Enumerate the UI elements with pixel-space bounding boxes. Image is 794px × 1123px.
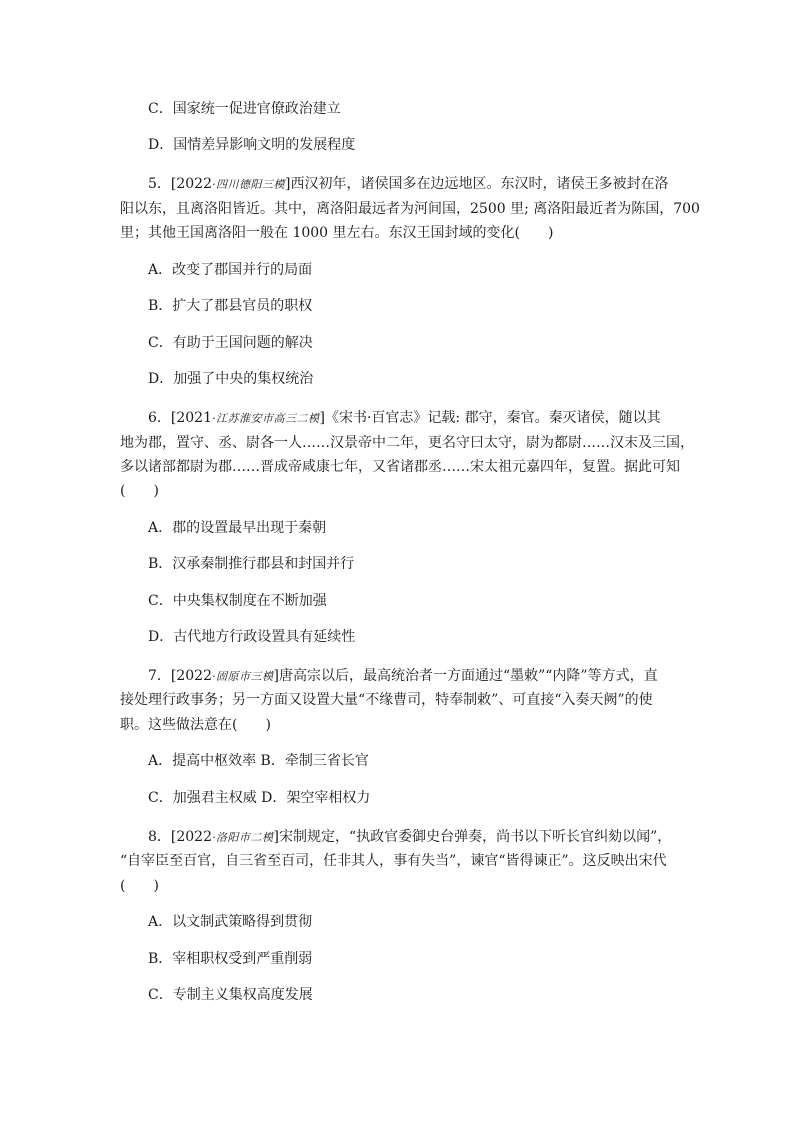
q6-stem-text: ]《宋书·百官志》记载: 郡守，秦官。秦灭诸侯，随以其	[319, 410, 661, 426]
q5-option-b: B．扩大了郡县官员的职权	[148, 298, 313, 314]
q6-number: 6．[2021	[148, 410, 212, 426]
q5-stem-line1	[120, 174, 674, 195]
q7-options-cd: C．加强君主权威 D．架空宰相权力	[148, 790, 371, 806]
q4-option-d: D．国情差异影响文明的发展程度	[148, 137, 356, 153]
q8-stem-line1	[120, 827, 674, 848]
q8-stem-text: ]宋制规定，“执政官委御史台弹奏，尚书以下听长官纠劾以闻”，	[273, 829, 672, 845]
q6-option-c: C．中央集权制度在不断加强	[148, 593, 327, 609]
q6-option-a: A．郡的设置最早出现于秦朝	[148, 520, 327, 536]
q8-option-c: C．专制主义集权高度发展	[148, 987, 313, 1003]
q6-stem-line2: 地为郡，置守、丞、尉各一人……汉景帝中二年，更名守曰太守，尉为都尉……汉末及三国，	[120, 435, 694, 451]
q5-source: ·四川德阳三模	[212, 178, 285, 191]
q6-stem-line3: 多以诸部都尉为郡……晋成帝咸康七年，又省诸郡丞……宋太祖元嘉四年，复置。据此可知	[120, 459, 680, 475]
q8-number: 8．[2022	[148, 829, 212, 845]
q7-options-ab: A．提高中枢效率 B．牵制三省长官	[148, 753, 369, 769]
q7-source: ·固原市三模	[212, 670, 274, 683]
q7-stem-line2: 接处理行政事务；另一方面又设置大量“不缘曹司，特奉制敕”、可直接“入奏天阙”的使	[120, 692, 653, 708]
q6-option-d: D．古代地方行政设置具有延续性	[148, 629, 356, 645]
q5-stem-line2: 阳以东，且离洛阳皆近。其中，离洛阳最远者为河间国，2500 里; 离洛阳最近者为陈国，700	[120, 201, 700, 217]
q8-source: ·洛阳市二模	[212, 831, 274, 844]
q6-answer-blank: ( )	[120, 483, 159, 499]
q7-stem-line1	[120, 666, 674, 687]
q7-stem-text: ]唐高宗以后，最高统治者一方面通过“墨敕”“内降”等方式，直	[273, 668, 658, 684]
q8-option-b: B．宰相职权受到严重削弱	[148, 951, 313, 967]
q8-answer-blank: ( )	[120, 878, 159, 894]
q6-stem-line1	[120, 408, 674, 429]
q7-number: 7．[2022	[148, 668, 212, 684]
q5-option-c: C．有助于王国问题的解决	[148, 335, 313, 351]
q8-option-a: A．以文制武策略得到贯彻	[148, 914, 313, 930]
q6-option-b: B．汉承秦制推行郡县和封国并行	[148, 556, 355, 572]
q7-stem-line3: 职。这些做法意在( )	[120, 717, 271, 733]
q5-option-d: D．加强了中央的集权统治	[148, 371, 314, 387]
q5-stem-line3: 里；其他王国离洛阳一般在 1000 里左右。东汉王国封域的变化( )	[120, 225, 554, 241]
q8-stem-line2: “自宰臣至百官，自三省至百司，任非其人，事有失当”，谏官“皆得谏正”。这反映出宋代	[120, 853, 667, 869]
q5-option-a: A．改变了郡国并行的局面	[148, 262, 313, 278]
q5-number: 5．[2022	[148, 176, 212, 192]
q5-stem-text: ]西汉初年，诸侯国多在边远地区。东汉时，诸侯王多被封在洛	[285, 176, 669, 192]
q6-source: ·江苏淮安市高三二模	[212, 412, 320, 425]
q4-option-c: C．国家统一促进官僚政治建立	[148, 101, 341, 117]
